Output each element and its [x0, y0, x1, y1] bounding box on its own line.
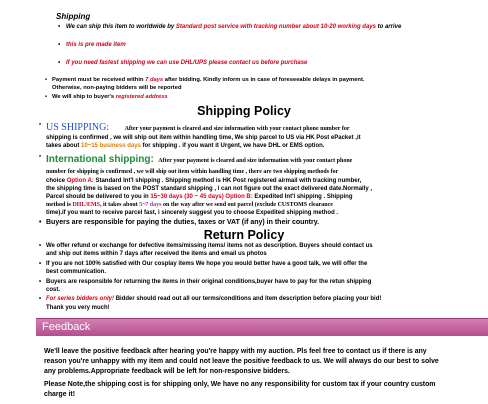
shipping-policy-title: Shipping Policy [197, 104, 291, 118]
shipping-bullet: • We can ship this item to worldwide by Standard post service with tracking number about 10-20 working days to arrive [66, 24, 401, 32]
feedback-header [36, 318, 488, 336]
return-line: cost. [46, 287, 61, 293]
duties-note: • Buyers are responsible for paying the duties, taxes or VAT (if any) in their country. [39, 219, 320, 226]
payment-line: • Payment must be received within 7 days after bidding. Kindly inform us in case of foreseeable delays in payment. [52, 77, 452, 84]
feedback-line: reason you're unhappy with my item and could not leave the positive feedback to us. We will always do our best to solve [44, 358, 439, 365]
payment-line: Otherwise, non-paying bidders will be reported [52, 85, 182, 91]
feedback-line: charge it! [44, 391, 76, 398]
us-shipping-block: • US SHIPPING: After your payment is cleared and size information with your contact phone number for [39, 122, 350, 133]
intl-shipping-text: time).if you want to receive parcel fast, i sincerely suggest you to choose Expedited shipping method . [46, 210, 339, 216]
intl-shipping-text: the shipping time is based on the POST standard shipping , i can not figure out the exact delivered date.Normally , [46, 186, 373, 192]
return-line: • If you are not 100% satisfied with Our cosplay items We hope you would better have a good talk, we will offer the [39, 261, 368, 267]
payment-line: • We will ship to buyer's registered address [52, 94, 452, 101]
return-line: best communication. [46, 269, 107, 275]
us-shipping-text: takes about 10~15 business days for shipping . if you want it Urgent, we have DHL or EMS option. [46, 143, 325, 149]
shipping-label: Shipping [56, 12, 91, 21]
feedback-line: any problems.Appropriate feedback will be left for non-responsive bidders. [44, 368, 290, 375]
feedback-line: We'll leave the positive feedback after hearing you're happy with my auction. Pls feel free to contact us if there is any [44, 348, 427, 355]
intl-shipping-text: Parcel should be delivered to you in 15~30 days (30 ~ 45 days) Option B: Expedited Int'l shipping . Shipping [46, 194, 353, 200]
shipping-bullet: • If you need fastest shipping we can use DHL/UPS please contact us before purchase [66, 60, 307, 68]
series-note: • For series bidders only! Bidder should read out all our terms/conditions and item description before placing your bid! [39, 296, 382, 302]
return-line: and ship out items within 7 days after received the items and email us photos [46, 251, 267, 257]
intl-shipping-text: method is DHL/EMS, it takes about 5~7 days on the way after we send out parcel (exclude CUSTOMS clearance [46, 202, 333, 208]
us-shipping-text: shipping is confirmed , we will ship out item within handling time, We ship parcel to US via HK Post ePacket ,it [46, 135, 361, 141]
intl-shipping-block: • International shipping: After your payment is cleared and size information with your contact phone [39, 154, 353, 165]
thanks-line: Thank you very much! [46, 305, 110, 311]
intl-shipping-text: choice Option A: Standard Int'l shipping . Shipping method is HK Post registered airmail with tracking number, [46, 178, 362, 184]
feedback-title: Feedback [42, 321, 91, 333]
feedback-line: Please Note,the shipping cost is for shipping only, We have no any responsibility for custom tax if your country custom [44, 381, 436, 388]
shipping-bullet: • this is pre made item [66, 42, 126, 50]
return-line: • We offer refund or exchange for defective items/missing items/ items not as description. Buyers should contact us [39, 243, 373, 249]
intl-shipping-text: number for shipping is confirmed , we will ship out item within handling time , there are two shipping methods for [46, 169, 339, 175]
return-line: • Buyers are responsible for returning the items in their original conditions,buyer have to pay for the retun shipping [39, 279, 372, 285]
return-policy-title: Return Policy [203, 228, 285, 242]
